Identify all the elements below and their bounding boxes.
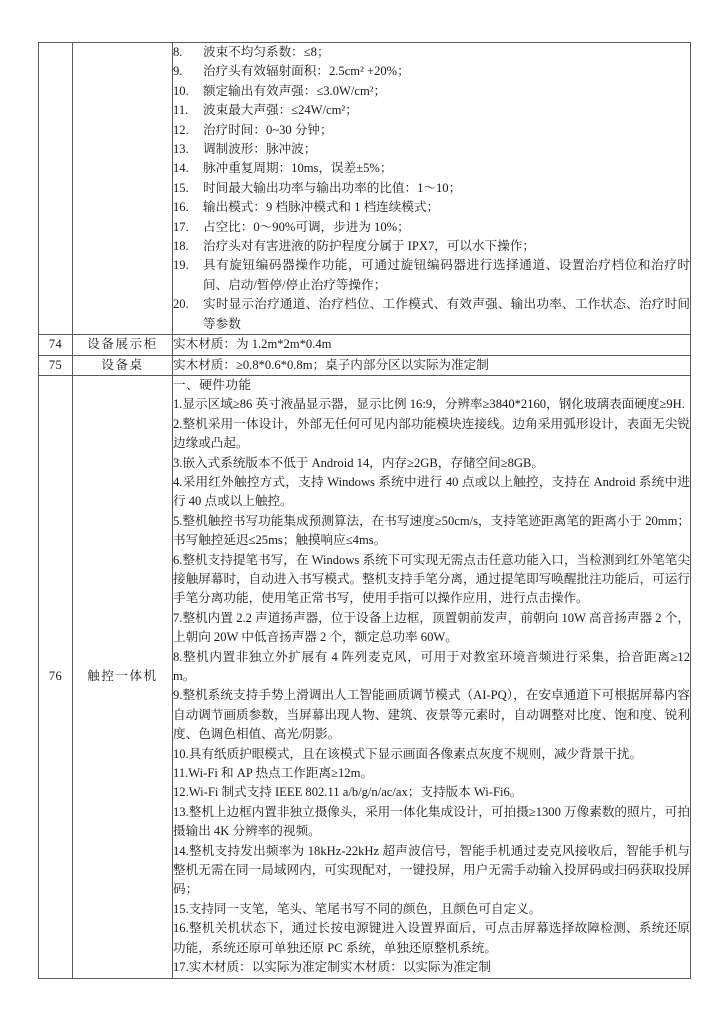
list-item: 11.Wi-Fi 和 AP 热点工作距离≥12m。 bbox=[173, 766, 373, 781]
list-item bbox=[173, 179, 690, 198]
list-marker: 16. bbox=[173, 200, 189, 215]
list-item: 12.Wi-Fi 制式支持 IEEE 802.11 a/b/g/n/ac/ax；支持版本 Wi-Fi6。 bbox=[173, 785, 523, 800]
row-description-cell bbox=[173, 335, 691, 355]
row-description-cell bbox=[173, 375, 691, 978]
row-description-cell bbox=[173, 355, 691, 375]
description-text: 实木材质：为 1.2m*2m*0.4m bbox=[173, 337, 332, 352]
list-marker: 13. bbox=[173, 142, 189, 157]
section-heading: 一、硬件功能 bbox=[173, 377, 252, 392]
list-item bbox=[173, 295, 690, 334]
list-item: 2.整机采用一体设计，外部无任何可见内部功能模块连接线。边角采用弧形设计，表面无尖锐边缘或凸起。 bbox=[173, 416, 690, 451]
list-item: 10.具有纸质护眼模式，且在该模式下显示画面各像素点灰度不规则，减少背景干扰。 bbox=[173, 746, 643, 761]
list-text: 实时显示治疗通道、治疗档位、工作模式、有效声强、输出功率、工作状态、治疗时间等参数 bbox=[203, 297, 690, 331]
list-item bbox=[173, 159, 690, 178]
table-row bbox=[39, 335, 691, 355]
list-item: 4.采用红外触控方式，支持 Windows 系统中进行 40 点或以上触控，支持在 Android 系统中进行 40 点或以上触控。 bbox=[173, 474, 690, 509]
list-item: 7.整机内置 2.2 声道扬声器，位于设备上边框，顶置朝前发声，前朝向 10W 高音扬声器 2 个，上朝向 20W 中低音扬声器 2 个，额定总功率 60W。 bbox=[173, 610, 690, 645]
row-name-cell: 设备展示柜 bbox=[73, 335, 173, 355]
list-marker: 15. bbox=[173, 180, 189, 195]
list-text: 额定输出有效声强：≤3.0W/cm²； bbox=[203, 83, 387, 98]
list-text: 输出模式：9 档脉冲模式和 1 档连续模式； bbox=[203, 200, 440, 215]
continued-numbered-list bbox=[173, 43, 690, 334]
table-row bbox=[39, 43, 691, 335]
list-marker: 11. bbox=[173, 103, 189, 118]
list-marker: 12. bbox=[173, 122, 189, 137]
list-text: 波束不均匀系数：≤8； bbox=[203, 45, 330, 59]
list-text: 治疗时间：0~30 分钟； bbox=[203, 122, 333, 137]
list-item bbox=[173, 256, 690, 295]
row-name-cell bbox=[73, 43, 173, 335]
list-marker: 20. bbox=[173, 297, 189, 312]
description-text: 实木材质：≥0.8*0.6*0.8m；桌子内部分区以实际为准定制 bbox=[173, 357, 489, 372]
list-item bbox=[173, 82, 690, 101]
list-marker: 9. bbox=[173, 64, 183, 79]
list-marker: 18. bbox=[173, 239, 189, 254]
list-item: 3.嵌入式系统版本不低于 Android 14，内存≥2GB，存储空间≥8GB。 bbox=[173, 455, 544, 470]
list-marker: 14. bbox=[173, 161, 189, 176]
list-item bbox=[173, 43, 690, 62]
list-text: 占空比：0～90%可调，步进为 10%； bbox=[203, 219, 410, 234]
list-item bbox=[173, 237, 690, 256]
list-marker: 19. bbox=[173, 258, 189, 273]
table-row bbox=[39, 375, 691, 978]
list-item bbox=[173, 140, 690, 159]
list-item: 13.整机上边框内置非独立摄像头，采用一体化集成设计，可拍摄≥1300 万像素数的照片，可拍摄输出 4K 分辨率的视频。 bbox=[173, 804, 690, 839]
specification-table bbox=[38, 42, 691, 979]
row-number-cell bbox=[39, 43, 73, 335]
list-text: 时间最大输出功率与输出功率的比值：1～10； bbox=[203, 180, 462, 195]
list-text: 具有旋钮编码器操作功能，可通过旋钮编码器进行选择通道、设置治疗档位和治疗时间、启动/暂停/停止治疗等操作； bbox=[203, 258, 690, 292]
list-marker: 17. bbox=[173, 219, 189, 234]
list-marker: 8. bbox=[173, 45, 183, 59]
list-item bbox=[173, 218, 690, 237]
list-item: 17.实木材质：以实际为准定制实木材质：以实际为准定制 bbox=[173, 960, 491, 975]
list-item: 8.整机内置非独立外扩展有 4 阵列麦克风，可用于对教室环境音频进行采集，拾音距离≥12m。 bbox=[173, 649, 690, 683]
list-text: 脉冲重复周期：10ms，误差±5%； bbox=[203, 161, 393, 176]
row-description-cell bbox=[173, 43, 691, 335]
list-item: 16.整机关机状态下，通过长按电源键进入设置界面后，可点击屏幕选择故障检测、系统还原功能，系统还原可单独还原 PC 系统，单独还原整机系统。 bbox=[173, 921, 690, 955]
list-item: 5.整机触控书写功能集成预测算法，在书写速度≥50cm/s，支持笔迹距离笔的距离小于 20mm；书写触控延迟≤25ms；触摸响应≤4ms。 bbox=[173, 513, 690, 548]
list-text: 治疗头有效辐射面积：2.5cm² +20%； bbox=[203, 64, 410, 79]
list-item: 14.整机支持发出频率为 18kHz-22kHz 超声波信号，智能手机通过麦克风接收后，智能手机与整机无需在同一局域网内，可实现配对，一键投屏，用户无需手动输入投屏码或扫码获取投屏码； bbox=[173, 843, 690, 897]
list-item: 1.显示区域≥86 英寸液晶显示器，显示比例 16:9，分辨率≥3840*2160，钢化玻璃表面硬度≥9H. bbox=[173, 397, 685, 412]
list-text: 治疗头对有害进液的防护程度分属于 IPX7，可以水下操作； bbox=[203, 239, 535, 254]
list-item bbox=[173, 121, 690, 140]
list-item bbox=[173, 101, 690, 120]
row-number-cell: 75 bbox=[39, 355, 73, 375]
list-text: 波束最大声强：≤24W/cm²； bbox=[203, 103, 358, 118]
list-marker: 10. bbox=[173, 83, 189, 98]
list-text: 调制波形：脉冲波； bbox=[203, 142, 317, 157]
list-item bbox=[173, 62, 690, 81]
row-name-cell: 设备桌 bbox=[73, 355, 173, 375]
list-item: 6.整机支持提笔书写，在 Windows 系统下可实现无需点击任意功能入口，当检测到红外笔笔尖接触屏幕时，自动进入书写模式。整机支持手笔分离，通过提笔即写唤醒批注功能后，可运行手笔分离功能，使用笔正常书写，使用手指可以操作应用，进行点击操作。 bbox=[173, 552, 690, 606]
row-number-cell: 76 bbox=[39, 375, 73, 978]
list-item bbox=[173, 198, 690, 217]
row-name-cell: 触控一体机 bbox=[73, 375, 173, 978]
list-item: 9.整机系统支持手势上滑调出人工智能画质调节模式（AI-PQ），在安卓通道下可根据屏幕内容自动调节画质参数，当屏幕出现人物、建筑、夜景等元素时，自动调整对比度、饱和度、锐利度、色调色相值、高光/阴影。 bbox=[173, 688, 690, 742]
list-item: 15.支持同一支笔，笔头、笔尾书写不同的颜色，且颜色可自定义。 bbox=[173, 901, 542, 916]
row-number-cell: 74 bbox=[39, 335, 73, 355]
hardware-feature-list bbox=[173, 395, 690, 977]
table-row bbox=[39, 355, 691, 375]
